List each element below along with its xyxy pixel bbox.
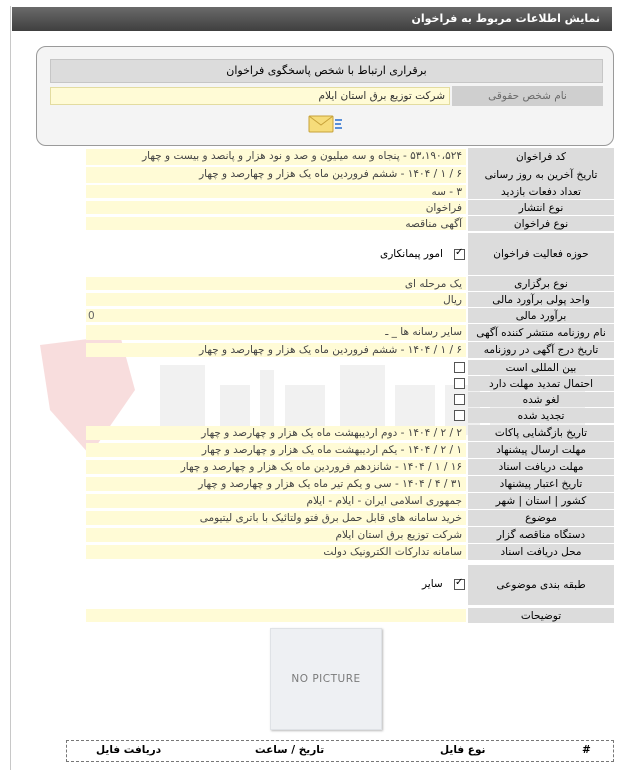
currency-value: ریال — [86, 293, 466, 306]
visit-count-value: ۳ - سه — [86, 185, 466, 198]
page-title: نمایش اطلاعات مربوط به فراخوان — [12, 7, 612, 31]
doc-place-label: محل دریافت اسناد — [468, 544, 614, 560]
files-col-date: تاریخ / ساعت — [255, 744, 325, 756]
location-value: جمهوری اسلامی ایران - ایلام - ایلام — [86, 494, 466, 508]
canceled-checkbox[interactable] — [454, 394, 465, 405]
no-picture-image — [270, 628, 382, 730]
canceled-label: لغو شده — [468, 392, 614, 407]
newspaper-date-value: ۶ / ۱ / ۱۴۰۴ - ششم فروردین ماه یک هزار و چهارصد و چهار — [86, 343, 466, 357]
international-checkbox[interactable] — [454, 362, 465, 373]
doc-deadline-label: مهلت دریافت اسناد — [468, 459, 614, 475]
call-type-label: نوع فراخوان — [468, 216, 614, 231]
no-picture-text: NO PICTURE — [291, 673, 361, 685]
renewed-checkbox[interactable] — [454, 410, 465, 421]
category-other-label: سایر — [422, 578, 443, 590]
call-code-value: ۵۳،۱۹۰،۵۲۴ - پنجاه و سه میلیون و صد و نود هزار و پانصد و بیست و چهار — [86, 149, 466, 165]
opening-date-label: تاریخ بازگشایی پاکات — [468, 425, 614, 441]
call-type-value: آگهی مناقصه — [86, 217, 466, 230]
newspaper-label: نام روزنامه منتشر کننده آگهی — [468, 324, 614, 341]
renewed-label: تجدید شده — [468, 408, 614, 423]
budget-value: 0 — [86, 309, 466, 322]
category-other-checkbox[interactable] — [454, 579, 465, 590]
doc-place-value: سامانه تدارکات الکترونیک دولت — [86, 545, 466, 559]
validity-value: ۳۱ / ۴ / ۱۴۰۴ - سی و یکم تیر ماه یک هزار و چهارصد و چهار — [86, 477, 466, 491]
currency-label: واحد پولی برآورد مالی — [468, 292, 614, 307]
newspaper-value: سایر رسانه ها _ ـ — [86, 325, 466, 340]
call-code-label: کد فراخوان — [468, 148, 614, 166]
holding-type-label: نوع برگزاری — [468, 276, 614, 291]
last-update-label: تاریخ آخرین به روز رسانی — [468, 166, 614, 184]
subject-label: موضوع — [468, 510, 614, 526]
files-col-download: دریافت فایل — [96, 744, 162, 756]
last-update-value: ۶ / ۱ / ۱۴۰۴ - ششم فروردین ماه یک هزار و چهارصد و چهار — [86, 167, 466, 183]
activity-contracting-label: امور پیمانکاری — [380, 248, 443, 260]
deadline-value: ۱ / ۲ / ۱۴۰۴ - یکم اردیبهشت ماه یک هزار و چهارصد و چهار — [86, 443, 466, 457]
opening-date-value: ۲ / ۲ / ۱۴۰۴ - دوم اردیبهشت ماه یک هزار و چهارصد و چهار — [86, 426, 466, 440]
deadline-label: مهلت ارسال پیشنهاد — [468, 442, 614, 458]
extension-label: احتمال تمدید مهلت دارد — [468, 376, 614, 391]
activity-contracting-checkbox[interactable] — [454, 249, 465, 260]
validity-label: تاریخ اعتبار پیشنهاد — [468, 476, 614, 492]
contact-name-label: نام شخص حقوقی — [452, 86, 603, 106]
mail-send-icon[interactable] — [307, 112, 343, 136]
organizer-label: دستگاه مناقصه گزار — [468, 527, 614, 543]
subject-value: خرید سامانه های قابل حمل برق فتو ولتائیک با باتری لیتیومی — [86, 511, 466, 525]
holding-type-value: یک مرحله ای — [86, 277, 466, 290]
category-label: طبقه بندی موضوعی — [468, 565, 614, 605]
publish-type-label: نوع انتشار — [468, 200, 614, 215]
organizer-value: شرکت توزیع برق استان ایلام — [86, 528, 466, 542]
files-col-type: نوع فایل — [440, 744, 486, 756]
international-label: بین المللی است — [468, 360, 614, 375]
visit-count-label: تعداد دفعات بازدید — [468, 184, 614, 199]
contact-header: برقراری ارتباط با شخص پاسخگوی فراخوان — [50, 59, 603, 83]
doc-deadline-value: ۱۶ / ۱ / ۱۴۰۴ - شانزدهم فروردین ماه یک هزار و چهارصد و چهار — [86, 460, 466, 474]
publish-type-value: فراخوان — [86, 201, 466, 214]
extension-checkbox[interactable] — [454, 378, 465, 389]
budget-label: برآورد مالی — [468, 308, 614, 323]
files-col-num: # — [582, 744, 591, 756]
description-label: توضیحات — [468, 608, 614, 623]
activity-scope-label: حوزه فعالیت فراخوان — [468, 233, 614, 275]
location-label: کشور | استان | شهر — [468, 493, 614, 509]
description-value — [86, 609, 466, 622]
contact-name-value: شرکت توزیع برق استان ایلام — [50, 87, 450, 105]
newspaper-date-label: تاریخ درج آگهی در روزنامه — [468, 342, 614, 358]
